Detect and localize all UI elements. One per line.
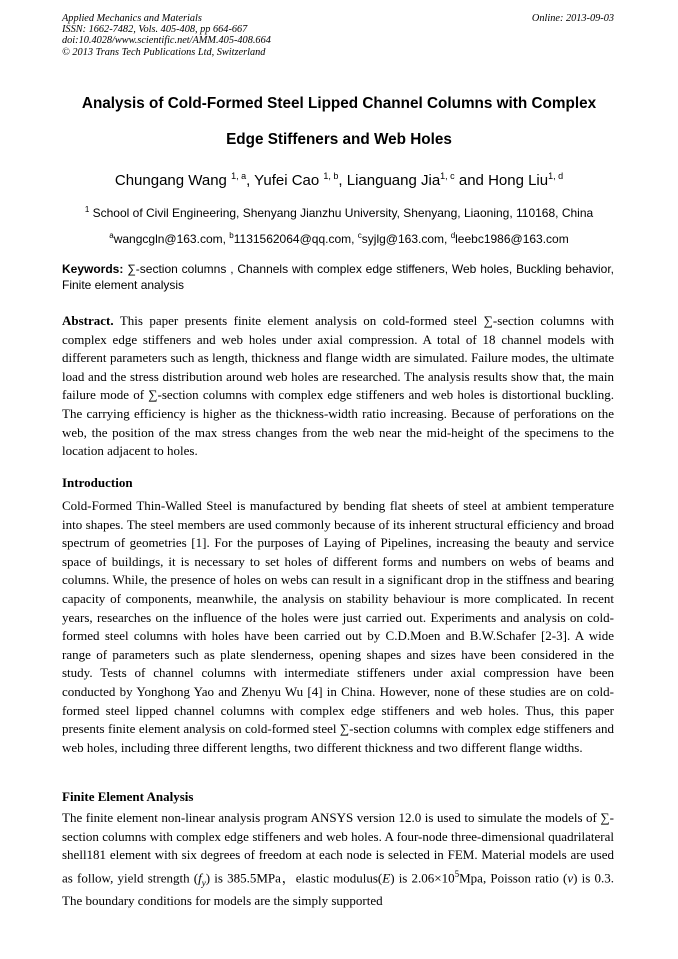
keywords-text: ∑-section columns , Channels with complex edge stiffeners, Web holes, Buckling behavior, Finite element analysis <box>62 262 614 292</box>
author-emails <box>0 229 678 246</box>
author-list <box>0 166 678 191</box>
abstract <box>62 312 614 461</box>
email-link[interactable]: wangcgln@163.com, <box>113 232 230 246</box>
exponent: 5 <box>454 868 460 879</box>
fea-text: Mpa, Poisson ratio ( <box>459 870 568 886</box>
introduction-heading: Introduction <box>62 475 133 490</box>
email-link[interactable]: leebc1986@163.com <box>455 232 569 246</box>
keywords <box>62 262 614 293</box>
author-affiliation-mark: 1, b <box>323 171 339 181</box>
author-separator: and <box>454 172 489 189</box>
email-mark: a <box>109 231 114 240</box>
title-line-2: Edge Stiffeners and Web Holes <box>226 131 452 148</box>
affiliation <box>0 203 678 220</box>
author-affiliation-mark: 1, c <box>440 171 455 181</box>
author-name: Chungang Wang <box>114 172 227 189</box>
paper-title <box>40 86 638 158</box>
author-affiliation-mark: 1, a <box>231 171 247 181</box>
fea-paragraph <box>62 809 614 911</box>
introduction-paragraph: Cold-Formed Thin-Walled Steel is manufactured by bending flat sheets of steel at ambient temperature into shapes. The steel members are used commonly because of its inherent structural efficiency and broad spectrum of geometries [1]. For the purposes of Laying of Pipelines, increasing the beauty and service space of buildings, it is necessary to set holes of different forms and numbers on webs of beams and columns. While, the presence of holes on webs can result in a significant drop in the stiffness and bearing capacity of components, meanwhile, the analysis on stability behaviour is more complicated. In recent years, researches on the influence of the holes were just carried out. Experiments and analysis on cold-formed steel columns with holes have been carried out by C.D.Moen and B.W.Schafer [2-3]. A wide range of parameters such as plate slenderness, opening shapes and sizes have been considered in the study. Tests of channel columns with intermediate stiffeners under axial compression have been conducted by Yonghong Yao and Zhenyu Wu [4] in China. However, none of these studies are on cold-formed steel lipped channel columns with complex edge stiffeners and web holes. Thus, this paper presents finite element analysis on cold-formed steel ∑-section columns with complex edge stiffeners and web holes, including three different lengths, two different thickness and two different flange widths. <box>62 498 614 755</box>
symbol-v: v <box>567 870 574 886</box>
email-mark: c <box>357 231 362 240</box>
author-name: Yufei Cao <box>254 172 320 189</box>
keywords-label: Keywords: <box>62 262 124 276</box>
affiliation-text: School of Civil Engineering, Shenyang Jianzhu University, Shenyang, Liaoning, 110168, China <box>92 206 594 220</box>
author-separator: , <box>246 172 255 189</box>
symbol-E: E <box>382 870 391 886</box>
affiliation-mark: 1 <box>84 205 90 214</box>
email-mark: d <box>450 231 456 240</box>
issn-line: ISSN: 1662-7482, Vols. 405-408, pp 664-667 <box>62 24 248 36</box>
doi-line: doi:10.4028/www.scientific.net/AMM.405-408.664 <box>62 35 271 47</box>
fea-text: ) is 385.5MPa，elastic modulus( <box>205 870 383 886</box>
email-link[interactable]: syjlg@163.com, <box>361 232 451 246</box>
fea-text: The finite element non-linear analysis program ANSYS version 12.0 is used to simulate the models of ∑-section columns with complex edge stiffeners and web holes. A four-node three-dimensional quadrilateral shell181 element with six degrees of freedom at each node is selected in FEM. Material models are used as follow, yield strength ( <box>62 810 614 886</box>
title-line-1: Analysis of Cold-Formed Steel Lipped Channel Columns with Complex <box>81 95 597 112</box>
abstract-label: Abstract. <box>62 313 114 328</box>
author-separator: , <box>338 172 347 189</box>
symbol-sub-y: y <box>201 877 206 888</box>
fea-text: ) is 0.3. The boundary conditions for models are the simply supported <box>62 870 614 909</box>
fea-text: ) is 2.06×10 <box>390 870 455 886</box>
abstract-text: This paper presents finite element analysis on cold-formed steel ∑-section columns with complex edge stiffeners and web holes under axial compression. A total of 18 channel models with different parameters such as length, thickness and flange width are simulated. Failure modes, the ultimate load and the stress distribution around web holes are researched. The analysis results show that, the main failure mode of ∑-section columns with complex edge stiffeners and web holes is distortional buckling. The carrying efficiency is higher as the thickness-width ratio increasing. Because of perforations on the web, the position of the max stress changes from the web near the mid-height of the specimens to the location adjacent to holes. <box>62 313 614 459</box>
email-link[interactable]: 1131562064@qq.com, <box>233 232 358 246</box>
author-name: Lianguang Jia <box>346 172 441 189</box>
copyright-line: © 2013 Trans Tech Publications Ltd, Switzerland <box>62 46 266 58</box>
online-date: Online: 2013-09-03 <box>531 13 614 24</box>
symbol-f: f <box>198 870 202 886</box>
fea-heading: Finite Element Analysis <box>62 789 194 804</box>
journal-header <box>62 13 271 58</box>
author-affiliation-mark: 1, d <box>548 171 564 181</box>
author-name: Hong Liu <box>488 172 549 189</box>
email-mark: b <box>229 231 234 240</box>
journal-name: Applied Mechanics and Materials <box>62 13 202 24</box>
